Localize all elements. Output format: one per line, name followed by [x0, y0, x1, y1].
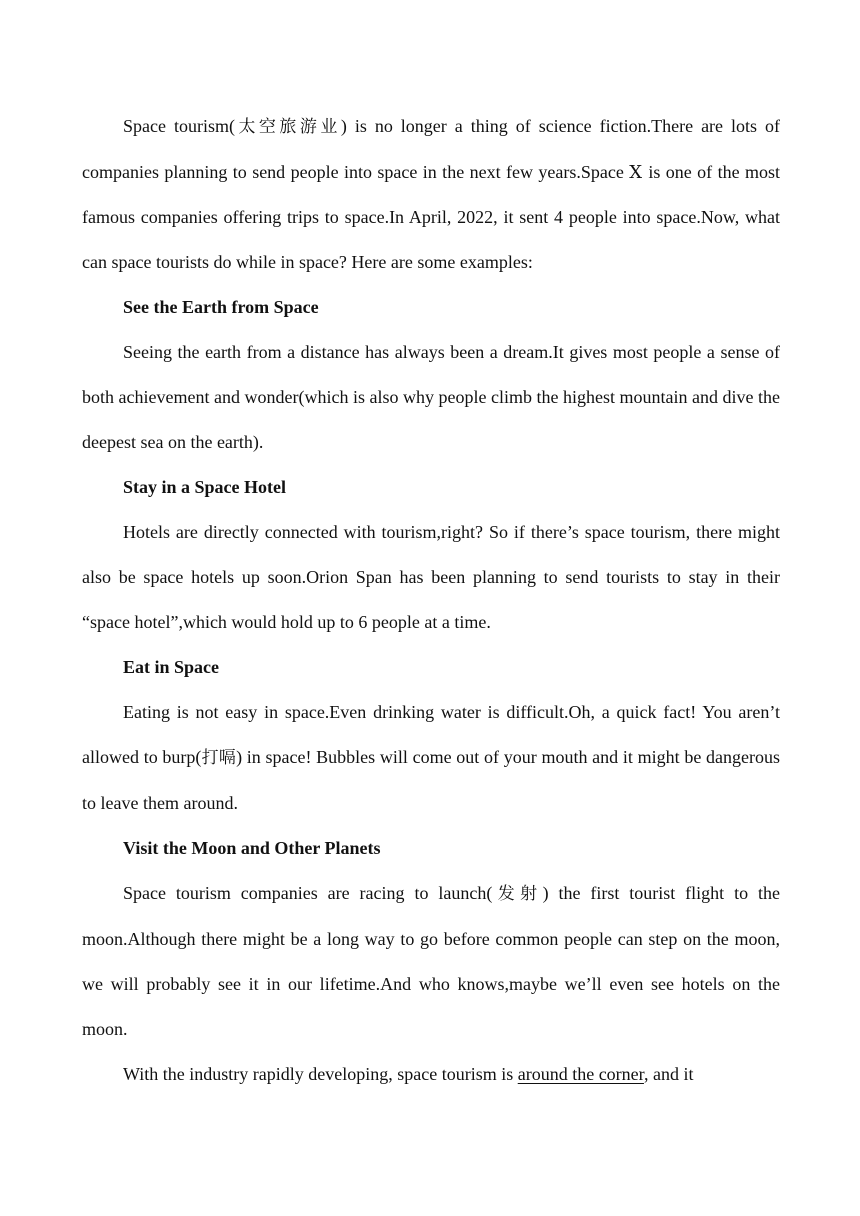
section-body-moon [82, 871, 780, 1052]
intro-paragraph [82, 104, 780, 285]
section-body-eat [82, 690, 780, 826]
section-body-earth: Seeing the earth from a distance has always been a dream.It gives most people a sense of both achievement and wonder(which is also why people climb the highest mountain and dive the deepest sea on the earth). [82, 342, 780, 452]
section-heading-earth: See the Earth from Space [123, 297, 319, 317]
underlined-phrase: around the corner [517, 1064, 644, 1084]
intro-text-1: Space tourism( [123, 116, 235, 136]
eat-chinese-gloss: 打嗝 [201, 748, 237, 768]
closing-paragraph [82, 1052, 780, 1097]
section-heading-hotel: Stay in a Space Hotel [123, 477, 287, 497]
intro-text-2: ) is no longer a thing of science fiction.There are lots of companies planning to send people into space in the next few years.Space Ⅹ is one of the most famous companies offering trips to space.In April, 2022, it sent 4 people into space.Now, what can space tourists do while in space? Here are some examples: [82, 116, 781, 272]
document-page [82, 104, 780, 1097]
eat-text-2: ) in space! Bubbles will come out of your mouth and it might be dangerous to leave them around. [82, 747, 780, 813]
moon-chinese-gloss: 发射 [492, 884, 543, 904]
eat-text-1: Eating is not easy in space.Even drinking water is difficult.Oh, a quick fact! You aren’t allowed to burp( [82, 702, 780, 767]
section-body-hotel: Hotels are directly connected with tourism,right? So if there’s space tourism, there might also be space hotels up soon.Orion Span has been planning to send tourists to stay in their “space hotel”,which would hold up to 6 people at a time. [82, 522, 780, 632]
section-heading-eat: Eat in Space [123, 657, 220, 677]
closing-text-2: , and it [643, 1064, 694, 1084]
moon-text-2: ) the first tourist flight to the moon.Although there might be a long way to go before common people can step on the moon, we will probably see it in our lifetime.And who knows,maybe we’ll even see hotels on the moon. [82, 883, 780, 1039]
section-heading-moon: Visit the Moon and Other Planets [123, 838, 381, 858]
intro-chinese-gloss: 太空旅游业 [234, 117, 341, 137]
moon-text-1: Space tourism companies are racing to launch( [123, 883, 493, 903]
closing-text-1: With the industry rapidly developing, space tourism is [123, 1064, 518, 1084]
